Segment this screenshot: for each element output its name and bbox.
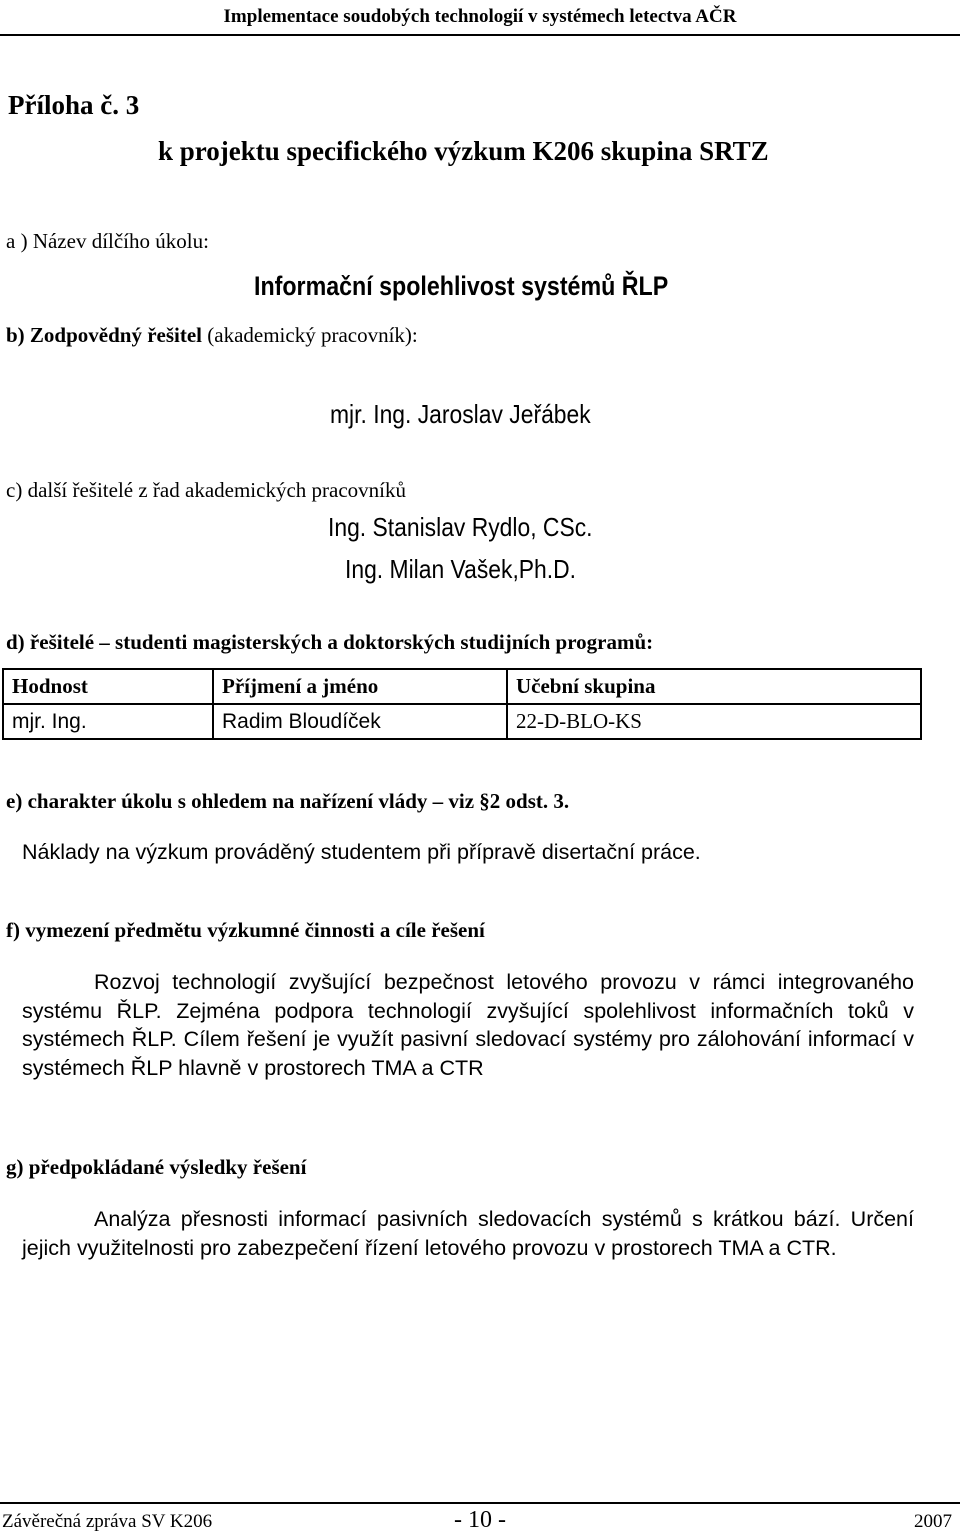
running-header: Implementace soudobých technologií v systémech letectva AČR (223, 6, 737, 27)
annex-label: Příloha č. 3 (8, 90, 140, 120)
section-a-heading: a ) Název dílčího úkolu: (6, 229, 209, 253)
header-rule (0, 34, 960, 36)
section-b-heading-bold: b) Zodpovědný řešitel (6, 323, 203, 347)
task-name: Informační spolehlivost systémů ŘLP (254, 271, 669, 301)
section-d-heading: d) řešitelé – studenti magisterských a doktorských studijních programů: (6, 630, 654, 654)
section-b-heading-rest: (akademický pracovník): (202, 323, 418, 347)
table-header-cell: Učební skupina (507, 669, 921, 704)
section-f-heading: f) vymezení předmětu výzkumné činnosti a cíle řešení (6, 918, 485, 942)
table-cell: Radim Bloudíček (213, 704, 507, 739)
table-header-cell: Hodnost (3, 669, 213, 704)
footer-year: 2007 (914, 1511, 952, 1532)
section-g-text: Analýza přesnosti informací pasivních sledovacích systémů s krátkou bází. Určení jejich využitelnosti pro zabezpečení řízení letového provozu v prostorech TMA a CTR. (22, 1207, 914, 1260)
section-c-heading: c) další řešitelé z řad akademických pracovníků (6, 478, 406, 502)
project-title: k projektu specifického výzkum K206 skupina SRTZ (158, 136, 769, 166)
table-cell: mjr. Ing. (3, 704, 213, 739)
co-researcher-2: Ing. Milan Vašek,Ph.D. (345, 554, 577, 584)
table-header-cell: Příjmení a jméno (213, 669, 507, 704)
page-number: - 10 - (454, 1507, 506, 1533)
table-header-row (3, 669, 921, 704)
section-g-heading: g) předpokládané výsledky řešení (6, 1155, 307, 1179)
section-f-text: Rozvoj technologií zvyšující bezpečnost letového provozu v rámci integrovaného systému ŘLP. Zejména podpora technologií zvyšující spolehlivost informačních toků v systémech ŘLP. Cílem řešení je využít pasivní sledovací systémy pro zálohování informací v systémech ŘLP hlavně v prostorech TMA a CTR (22, 970, 914, 1080)
section-e-heading: e) charakter úkolu s ohledem na nařízení vlády – viz §2 odst. 3. (6, 789, 570, 813)
table-cell: 22-D-BLO-KS (507, 704, 921, 739)
co-researcher-1: Ing. Stanislav Rydlo, CSc. (328, 512, 593, 542)
footer-rule (0, 1502, 960, 1504)
responsible-person: mjr. Ing. Jaroslav Jeřábek (330, 399, 591, 429)
footer-report-name: Závěrečná zpráva SV K206 (2, 1511, 213, 1532)
students-table (2, 668, 922, 740)
section-e-text: Náklady na výzkum prováděný studentem při přípravě disertační práce. (22, 840, 701, 864)
section-b-heading (6, 323, 418, 348)
table-row (3, 704, 921, 739)
